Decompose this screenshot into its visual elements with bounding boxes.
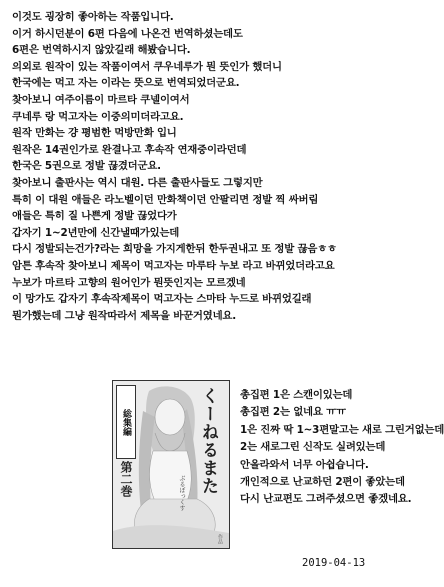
date-stamp: 2019-04-13 (302, 557, 366, 569)
note-line: 갑자기 1~2년만에 신간낼때가있는데 (12, 226, 180, 239)
note-line: 원작은 14권인가로 완결나고 후속작 연재중이라던데 (12, 143, 247, 156)
cover-note-line: 총집편 1은 스캔이있는데 (240, 389, 353, 401)
note-line: 한국에는 먹고 자는 이라는 뜻으로 번역되었더군요. (12, 77, 240, 90)
note-line: 특히 이 대원 애들은 라노벨이던 만화책이던 안팔리면 정발 찍 싸버림 (12, 193, 319, 206)
note-line: 애들은 특히 질 나쁜게 정발 끊었다가 (12, 210, 177, 223)
cover-note-line: 총집편 2는 없네요 ㅠㅠ (240, 406, 346, 419)
cover-volume-label: 第二巻 (119, 461, 133, 497)
note-line: 원작 만화는 걍 평범한 먹방만화 입니 (12, 127, 177, 140)
cover-note-line: 안올라와서 너무 아쉽습니다. (240, 458, 369, 471)
book-cover-image (112, 380, 230, 549)
cover-note (240, 387, 444, 509)
note-line: 암튼 후속작 찾아보니 제목이 먹고자는 마루타 누보 라고 바뀌었더라고요 (12, 259, 335, 272)
cover-note-line: 2는 새로그린 신작도 실려있는데 (240, 441, 386, 454)
note-line: 누보가 마르타 고향의 원어인가 뭔뜻인지는 모르겠네 (12, 276, 246, 289)
note-line: 뭔가했는데 그냥 원작따라서 제목을 바꾼거였네요. (12, 309, 236, 322)
note-line: 찾아보니 여주이름이 마르타 쿠넬이여서 (12, 93, 190, 106)
note-line: 한국은 5권으로 정발 끊겼더군요. (12, 160, 161, 173)
cover-series-label: 総集編 (116, 385, 136, 459)
cover-note-line: 1은 진짜 딱 1~3편말고는 새로 그린거없는데 (240, 423, 444, 436)
note-line: 이 망가도 갑자기 후속작제목이 먹고자는 스마타 누드로 바뀌었길래 (12, 293, 312, 306)
cover-title: くーねるまた (198, 387, 218, 495)
cover-author: ぶるぼっくす (178, 475, 185, 511)
cover-note-line: 개인적으로 난교하던 2편이 좋았는데 (240, 475, 405, 488)
cover-publisher: 作品 (217, 534, 223, 544)
note-line: 6편은 번역하시지 않았길래 해봤습니다. (12, 44, 191, 57)
cover-note-line: 다시 난교편도 그려주셨으면 좋겠네요. (240, 493, 412, 506)
note-line: 이거 하시던분이 6편 다음에 나온건 번역하셨는데도 (12, 27, 243, 40)
note-line: 이것도 굉장히 좋아하는 작품입니다. (12, 11, 174, 23)
translator-note (12, 9, 396, 324)
note-line: 쿠네루 랑 먹고자는 이중의미더라고요. (12, 110, 184, 123)
note-line: 의외로 원작이 있는 작품이여서 쿠우네루가 뭔 뜻인가 했더니 (12, 60, 282, 73)
note-line: 다시 정발되는건가?라는 희망을 가지게한뒤 한두권내고 또 정발 끊음ㅎㅎ (12, 243, 337, 256)
note-line: 찾아보니 출판사는 역시 대원. 다른 출판사들도 그렇지만 (12, 176, 263, 189)
